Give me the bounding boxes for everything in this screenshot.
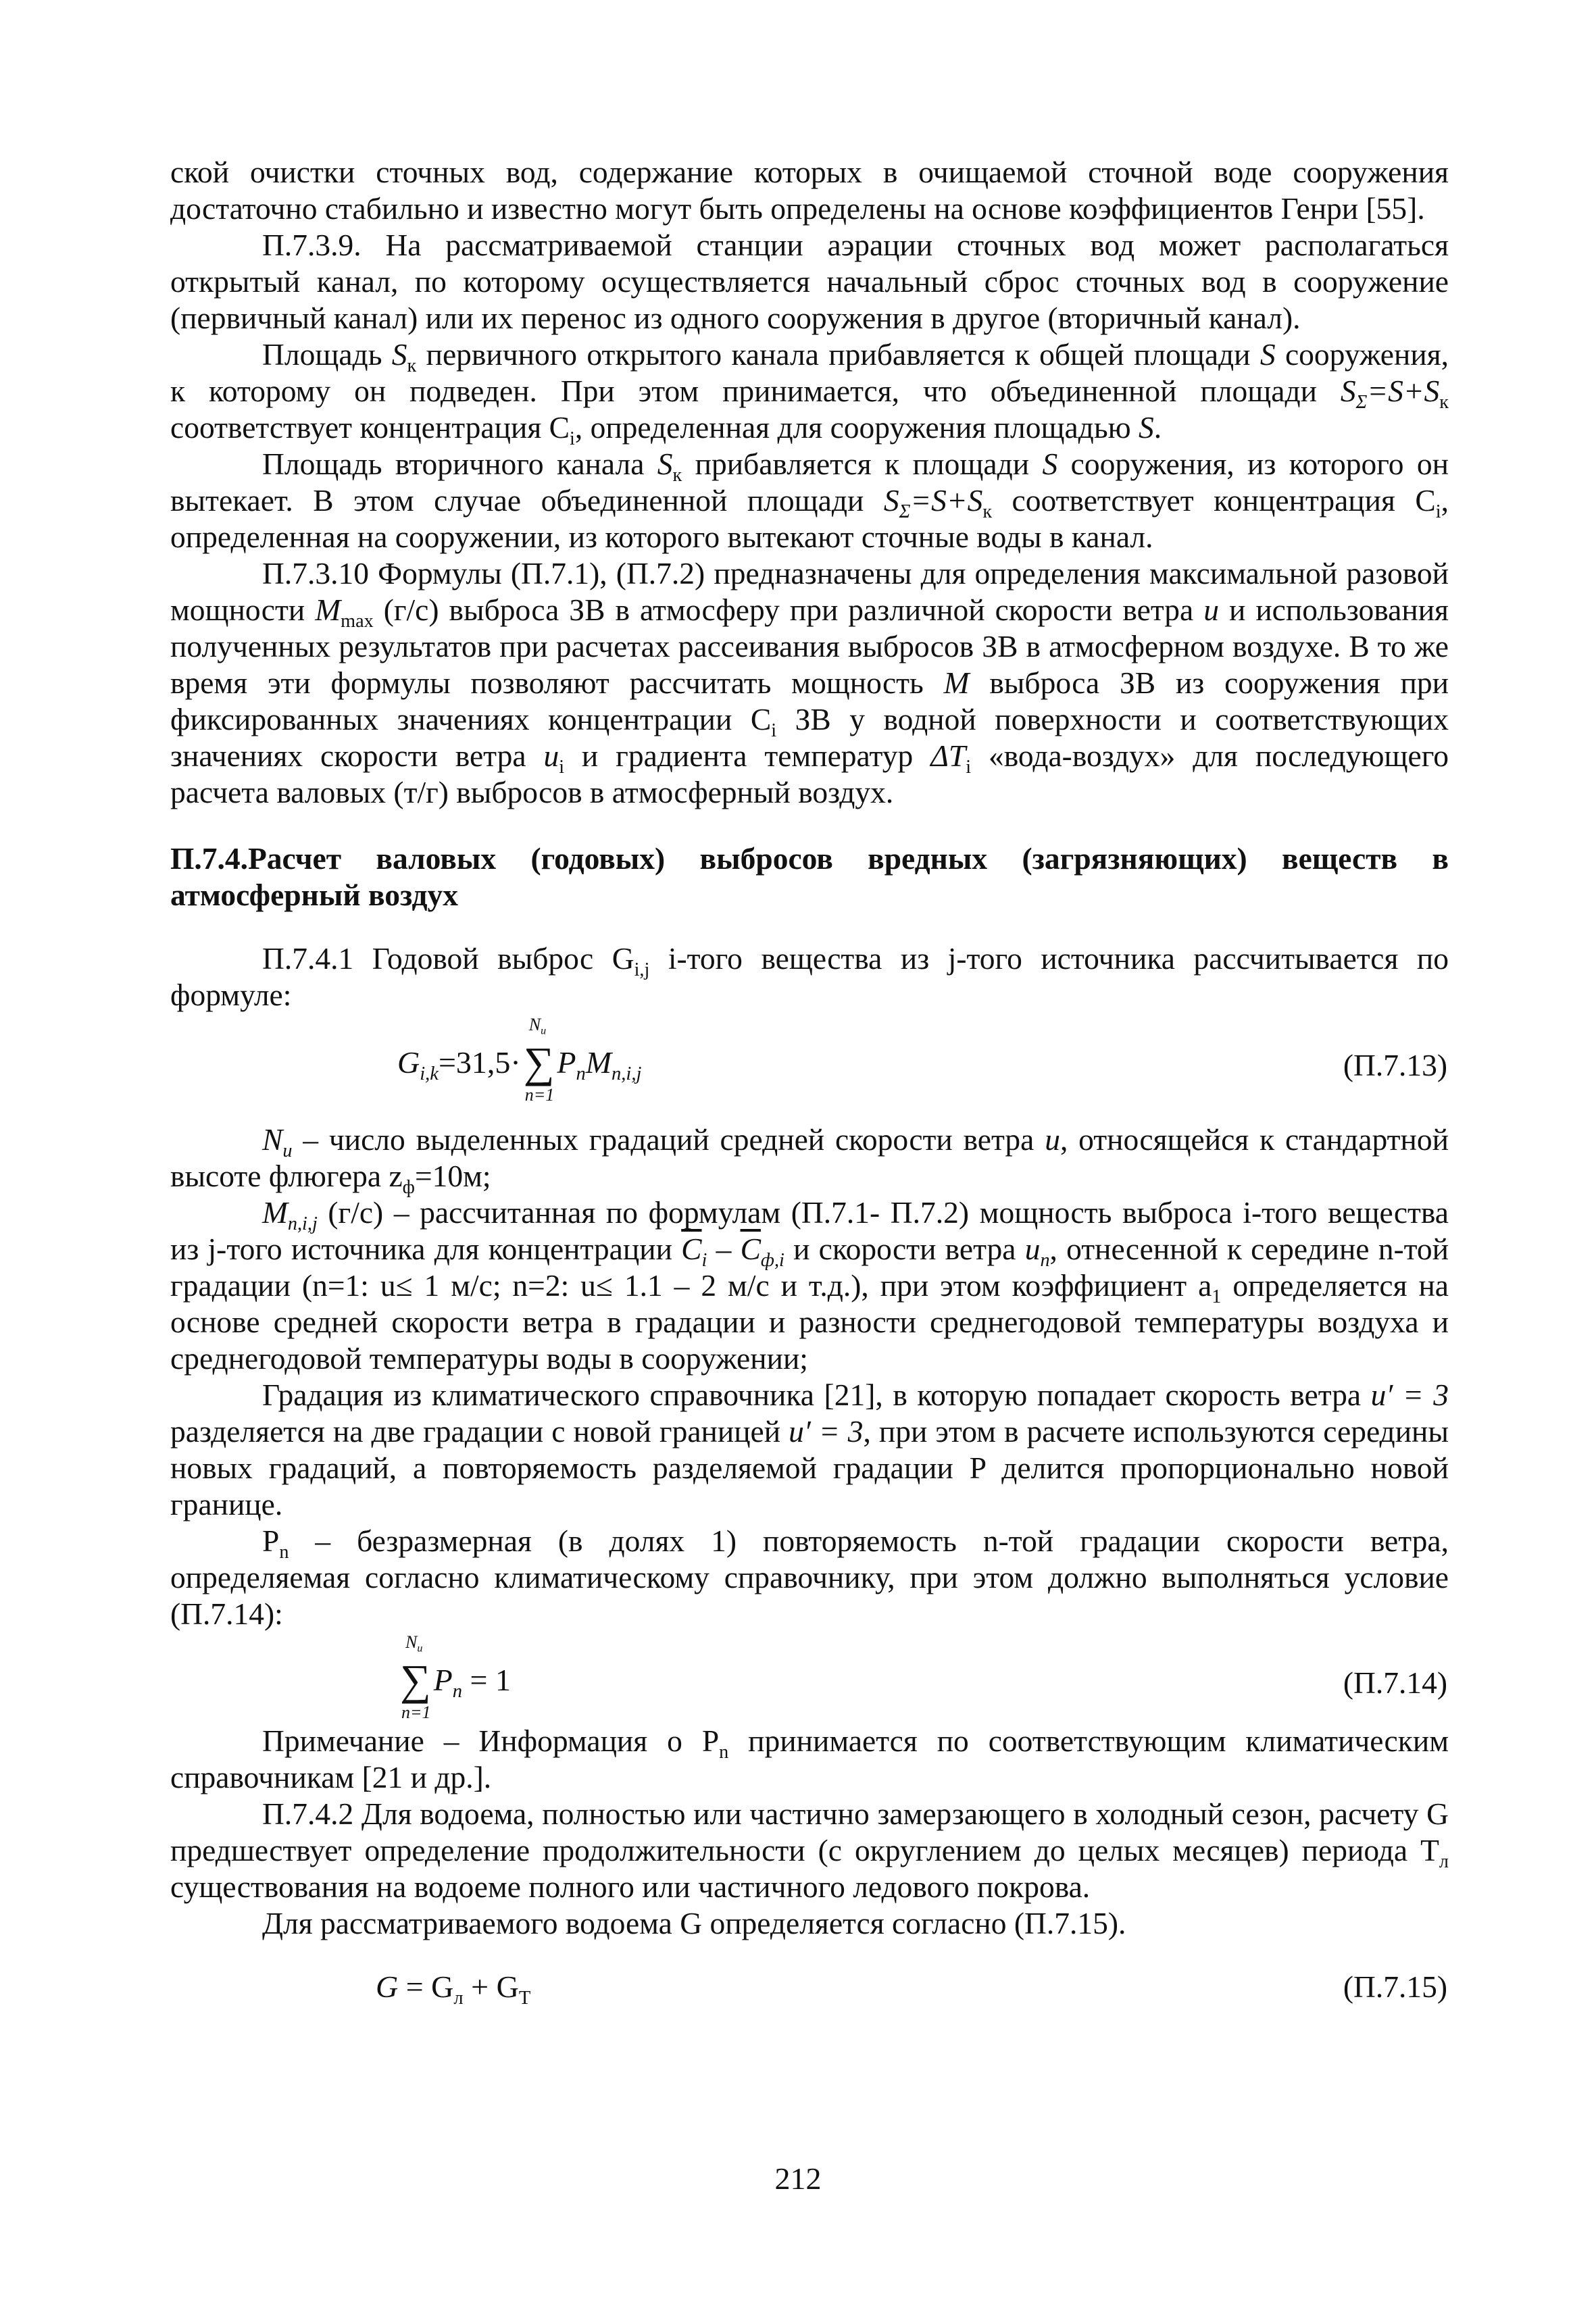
symbol-m: M (943, 665, 970, 700)
text: первичного открытого канала прибавляется к общей площади (416, 337, 1260, 372)
formula-term: M (585, 1045, 612, 1080)
symbol-m: M (315, 593, 341, 627)
formula-label: (П.7.13) (1343, 1048, 1447, 1082)
symbol-c-bar: $\overline{C}$ (681, 1232, 702, 1266)
text: i-того вещества из j-того источника рассчитывается по формуле: (170, 941, 1449, 1012)
subscript: i,j (634, 959, 650, 980)
text: (г/с) выброса ЗВ в атмосферу при различной скорости ветра (373, 593, 1204, 627)
symbol-u-prime: u′ = 3 (789, 1414, 864, 1449)
subscript: max (341, 610, 374, 632)
paragraph-note (170, 1723, 1449, 1796)
formula-body (397, 1632, 511, 1722)
text: (г/с) – рассчитанная по формулам (П.7.1- П.7.2) мощность выброса i-того вещества из j-того источника для концентрации (170, 1195, 1449, 1266)
text: сооружения, к которому он подведен. При этом принимается, что объединенной площади (170, 337, 1449, 408)
paragraph-mnij-definition (170, 1194, 1449, 1377)
text: N (405, 1632, 418, 1652)
formula-term: + G (463, 1969, 519, 2004)
symbol-u: u (1045, 1122, 1060, 1157)
text: «вода-воздух» для последующего расчета валовых (т/г) выбросов в атмосферный воздух. (170, 738, 1449, 809)
subscript: к (1439, 391, 1449, 413)
text: Градация из климатического справочника [21], в которую попадает скорость ветра (262, 1378, 1371, 1412)
paragraph-7-4-2 (170, 1796, 1449, 1905)
symbol-s-sigma: S (883, 483, 899, 518)
sum-symbol: ∑ $N_u$ n=1 (523, 1015, 555, 1105)
symbol-s: S (391, 337, 407, 372)
subscript: i (1435, 501, 1441, 522)
subscript: i (771, 720, 777, 741)
symbol-u-prime: u′ = 3 (1370, 1378, 1449, 1412)
text: выброса ЗВ из сооружения при фиксированных значениях концентрации C (170, 665, 1449, 736)
text: соответствует концентрация C (170, 410, 570, 445)
formula-body (376, 1969, 531, 2009)
subscript: ф,i (760, 1249, 784, 1271)
symbol-s: S (1138, 410, 1154, 445)
text: ЗВ у водной поверхности и соответствующих значениях скорости ветра (170, 702, 1449, 773)
subscript: ф (402, 1176, 415, 1198)
subscript: i (569, 428, 575, 449)
subscript: T (518, 1987, 531, 2009)
text: , при этом в расчете используются середины новых градаций, а повторяемость разделяемой градации P делится пропорционально новой границе. (170, 1414, 1449, 1521)
subscript: n (452, 1680, 462, 1702)
formula-lhs: G (376, 1969, 399, 2004)
text: – безразмерная (в долях 1) повторяемость n-той градации скорости ветра, определяемая согласно климатическому справочнику, при этом должно выполняться условие (П.7.14): (170, 1524, 1449, 1631)
text: и использования полученных результатов при расчетах рассеивания выбросов ЗВ в атмосферном воздухе. В то же время эти формулы позволяют рассчитать мощность (170, 593, 1449, 700)
text: =10м; (414, 1159, 491, 1193)
paragraph-reservoir: Для рассматриваемого водоема G определяется согласно (П.7.15). (262, 1906, 1126, 1940)
text: , относящейся к стандартной высоте флюгера z (170, 1122, 1449, 1193)
formula-label: (П.7.15) (1343, 1969, 1447, 2004)
symbol-u: u (543, 738, 559, 773)
page-number: 212 (774, 2161, 822, 2196)
symbol-s: S (657, 447, 673, 481)
subscript: i,k (420, 1063, 439, 1084)
paragraph-1 (170, 154, 1449, 227)
formula-term: = G (398, 1969, 454, 2004)
subscript: Σ (899, 501, 911, 522)
text: определяется на основе средней скорости ветра в градации и разности среднегодовой температуры воздуха и среднегодовой температуры воды в сооружении; (170, 1268, 1449, 1376)
paragraph-primary-channel (170, 336, 1449, 449)
subscript: n (576, 1063, 586, 1084)
formula-rhs: = 1 (462, 1663, 511, 1697)
text: . (1153, 410, 1162, 445)
text: прибавляется к площади (682, 447, 1043, 481)
text: разделяется на две градации с новой границей (170, 1414, 789, 1449)
text: и градиента температур (564, 738, 931, 773)
subscript: к (672, 464, 682, 486)
text: Примечание – Информация о P (262, 1724, 720, 1758)
symbol-u: u (1024, 1232, 1041, 1266)
subscript: к (407, 355, 417, 376)
formula-p-7-15 (170, 1962, 1449, 2016)
symbol-s: S (1042, 447, 1058, 481)
text: Площадь вторичного канала (262, 447, 657, 481)
sum-upper-limit (405, 1632, 423, 1655)
subscript: i (701, 1249, 707, 1271)
formula-body (397, 1015, 642, 1105)
formula-coefficient: =31,5· (438, 1045, 521, 1080)
text: P (262, 1524, 280, 1558)
subscript: n (1040, 1249, 1050, 1271)
section-heading-7-4: П.7.4.Расчет валовых (годовых) выбросов вредных (загрязняющих) веществ в атмосферный воздух (170, 841, 1449, 912)
subscript: i (966, 756, 972, 778)
symbol-sum: =S+S (1367, 374, 1440, 408)
formula-label: (П.7.14) (1343, 1665, 1447, 1700)
paragraph-pn-definition (170, 1523, 1449, 1632)
subscript: u (282, 1140, 293, 1161)
symbol-sum: =S+S (910, 483, 983, 518)
subscript: n,i,j (612, 1063, 642, 1084)
subscript: n (719, 1741, 729, 1763)
subscript: л (1439, 1851, 1449, 1872)
subscript: u (541, 1025, 547, 1037)
formula-lhs: G (397, 1045, 420, 1080)
text: соответствует концентрация C (992, 483, 1436, 518)
subscript: к (982, 501, 993, 522)
sum-symbol: ∑ $N_u$ n=1 (400, 1632, 431, 1722)
text: , отнесенной к середине n-той градации (n=1: u≤ 1 м/с; n=2: u≤ 1.1 – 2 м/с и т.д.), при этом коэффициент a (170, 1232, 1449, 1303)
text: Площадь (262, 337, 392, 372)
symbol-s: S (1260, 337, 1276, 372)
text: , определенная на сооружении, из которого вытекают сточные воды в канал. (170, 483, 1449, 554)
subscript: л (453, 1987, 464, 2009)
formula-term: P (557, 1045, 576, 1080)
subscript: u (417, 1642, 423, 1655)
sum-upper-limit (528, 1015, 547, 1037)
symbol-delta-t: ΔT (930, 738, 966, 773)
formula-term: P (433, 1663, 453, 1697)
sum-lower-limit: n=1 (524, 1085, 555, 1105)
text: П.7.3.9. На рассматриваемой станции аэрации сточных вод может располагаться открытый канал, по которому осуществляется начальный сброс сточных вод в сооружение (первичный канал) или их перенос из одного сооружения в другое (вторичный канал). (170, 228, 1449, 335)
text: и скорости ветра (784, 1232, 1025, 1266)
text: принимается по соответствующим климатическим справочникам [21 и др.]. (170, 1724, 1449, 1794)
symbol-s-sigma: S (1340, 374, 1356, 408)
symbol-m: M (262, 1195, 288, 1230)
symbol-n: N (262, 1122, 283, 1157)
paragraph-nu-definition (170, 1122, 1449, 1198)
text: , определенная для сооружения площадью (574, 410, 1139, 445)
text: – (707, 1232, 741, 1266)
text: – число выделенных градаций средней скорости ветра (292, 1122, 1045, 1157)
paragraph-7-4-1 (170, 940, 1449, 1013)
text: ской очистки сточных вод, содержание которых в очищаемой сточной воде сооружения достаточно стабильно и известно могут быть определены на основе коэффициентов Генри [55]. (170, 155, 1449, 226)
subscript: Σ (1355, 391, 1368, 413)
paragraph-7-3-10 (170, 555, 1449, 811)
paragraph-7-3-9 (170, 227, 1449, 336)
text: существования на водоеме полного или частичного ледового покрова. (170, 1869, 1091, 1904)
symbol-u: u (1203, 593, 1219, 627)
text: П.7.3.10 Формулы (П.7.1), (П.7.2) предназначены для определения максимальной разовой мощности (170, 556, 1449, 627)
subscript: n,i,j (287, 1213, 318, 1234)
formula-p-7-13 (170, 1017, 1449, 1119)
sum-lower-limit: n=1 (401, 1703, 431, 1722)
paragraph-secondary-channel (170, 446, 1449, 555)
symbol-c-bar: $\overline{C}$ (740, 1232, 761, 1266)
subscript: i (559, 756, 565, 778)
subscript: 1 (1212, 1286, 1222, 1307)
formula-p-7-14 (170, 1632, 1449, 1722)
subscript: n (279, 1541, 289, 1563)
text: П.7.4.2 Для водоема, полностью или частично замерзающего в холодный сезон, расчету G предшествует определение продолжительности (с округлением до целых месяцев) периода T (170, 1796, 1449, 1867)
document-page (170, 154, 1449, 2016)
paragraph-gradation (170, 1377, 1449, 1523)
text: сооружения, из которого он вытекает. В этом случае объединенной площади (170, 447, 1449, 518)
text: N (528, 1015, 541, 1034)
text: П.7.4.1 Годовой выброс G (262, 941, 634, 976)
